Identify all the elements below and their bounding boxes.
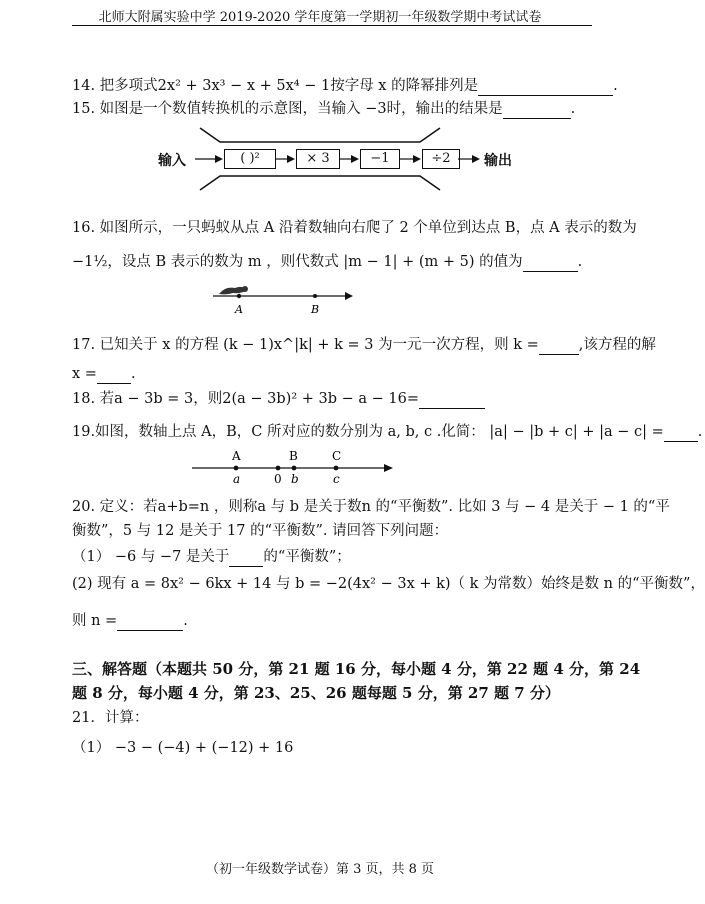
section3-line2: 题 8 分，每小题 4 分，第 23、25、26 题每题 5 分，第 27 题 7 分） bbox=[72, 684, 560, 702]
header-rule bbox=[72, 25, 592, 26]
q20-sub2-line2: 则 n = . bbox=[72, 613, 188, 629]
machine-box-div2: ÷2 bbox=[422, 149, 460, 169]
section3-line1: 三、解答题（本题共 50 分，第 21 题 16 分，每小题 4 分，第 22 题 4 分，第 24 bbox=[72, 660, 641, 678]
q14-answer-blank bbox=[478, 79, 613, 96]
q17-x-blank bbox=[97, 367, 131, 384]
machine-box-minus1: −1 bbox=[360, 149, 400, 169]
q21-title: 21．计算： bbox=[72, 710, 149, 726]
machine-output-label: 输出 bbox=[484, 153, 512, 169]
machine-box-times3: × 3 bbox=[296, 149, 340, 169]
q20-line1: 20. 定义：若a+b=n ，则称a 与 b 是关于数n 的“平衡数”. 比如 3 与 − 4 是关于 − 1 的“平 bbox=[72, 499, 670, 515]
q19-answer-blank bbox=[664, 425, 698, 442]
q17-line2-text: x = bbox=[72, 366, 97, 382]
q14-number: 14. bbox=[72, 78, 96, 94]
q15-text: 如图是一个数值转换机的示意图，当输入 −3时，输出的结果是 bbox=[99, 101, 503, 117]
q16-line2: −1½，设点 B 表示的数为 m ，则代数式 |m − 1| + (m + 5) 的值为 . bbox=[72, 254, 583, 270]
q19-label-c: C bbox=[332, 449, 342, 463]
q19-value-c: c bbox=[333, 472, 340, 486]
page-footer: （初一年级数学试卷）第 3 页，共 8 页 bbox=[205, 862, 435, 877]
q21-sub1: （1） −3 − (−4) + (−12) + 16 bbox=[72, 740, 294, 756]
q16-point-b: B bbox=[311, 303, 320, 316]
question-19: 19.如图，数轴上点 A，B，C 所对应的数分别为 a, b, c .化简： |a| − |b + c| + |a − c| = . bbox=[72, 424, 703, 440]
q15-answer-blank bbox=[503, 102, 571, 119]
q19-label-a: A bbox=[232, 449, 241, 463]
q16-number-line bbox=[205, 282, 355, 318]
q19-text: 19.如图，数轴上点 A，B，C 所对应的数分别为 a, b, c .化简： |a| − |b + c| + |a − c| = bbox=[72, 424, 664, 440]
q20-sub1 bbox=[72, 547, 351, 567]
q17-line1-text: 17. 已知关于 x 的方程 (k − 1)x^|k| + k = 3 为一元一次方程，则 k = bbox=[72, 337, 539, 353]
q17-line1 bbox=[72, 335, 656, 355]
machine-top-outline bbox=[200, 128, 440, 142]
question-15: 15. 如图是一个数值转换机的示意图，当输入 −3时，输出的结果是 . bbox=[72, 101, 576, 117]
q17-line1-tail: ,该方程的解 bbox=[578, 337, 656, 353]
q20-sub1-blank bbox=[229, 550, 263, 567]
q19-number-line bbox=[188, 450, 398, 488]
q17-k-blank bbox=[539, 338, 579, 355]
q14-text: 把多项式2x² + 3x³ − x + 5x⁴ − 1按字母 x 的降幂排列是 bbox=[99, 78, 479, 94]
q18-answer-blank bbox=[419, 392, 485, 409]
q20-line2: 衡数”，5 与 12 是关于 17 的“平衡数”. 请回答下列问题： bbox=[72, 523, 449, 539]
q16-line1: 16. 如图所示，一只蚂蚁从点 A 沿着数轴向右爬了 2 个单位到达点 B，点 A 表示的数为 bbox=[72, 220, 637, 236]
q15-number: 15. bbox=[72, 101, 96, 117]
q20-n-blank bbox=[117, 614, 183, 631]
q20-sub1-tail: 的“平衡数”； bbox=[263, 549, 351, 565]
page-header: 北师大附属实验中学 2019-2020 学年度第一学期初一年级数学期中考试试卷 bbox=[98, 10, 542, 25]
q19-zero: 0 bbox=[274, 472, 282, 486]
q16-line2-text: −1½，设点 B 表示的数为 m ，则代数式 |m − 1| + (m + 5) 的值为 bbox=[72, 254, 523, 270]
q16-point-a: A bbox=[235, 303, 243, 316]
q19-value-a: a bbox=[233, 472, 241, 486]
q17-line2: x = . bbox=[72, 366, 136, 382]
q20-sub2: (2) 现有 a = 8x² − 6kx + 14 与 b = −2(4x² − 3x + k)（ k 为常数）始终是数 n 的“平衡数”， bbox=[72, 576, 705, 592]
q19-label-b: B bbox=[289, 449, 298, 463]
question-14: 14. 把多项式2x² + 3x³ − x + 5x⁴ − 1按字母 x 的降幂排列是 . bbox=[72, 78, 618, 94]
q18-text: 18. 若a − 3b = 3，则2(a − 3b)² + 3b − a − 16= bbox=[72, 391, 420, 407]
machine-bottom-outline bbox=[200, 176, 440, 190]
q20-sub1-text: （1） −6 与 −7 是关于 bbox=[72, 549, 230, 565]
machine-input-label: 输入 bbox=[158, 153, 186, 169]
q20-sub2-line2-text: 则 n = bbox=[72, 613, 118, 629]
q19-value-b: b bbox=[291, 472, 299, 486]
q16-answer-blank bbox=[523, 255, 578, 272]
question-18 bbox=[72, 389, 485, 409]
machine-box-square: ( )² bbox=[224, 149, 276, 169]
